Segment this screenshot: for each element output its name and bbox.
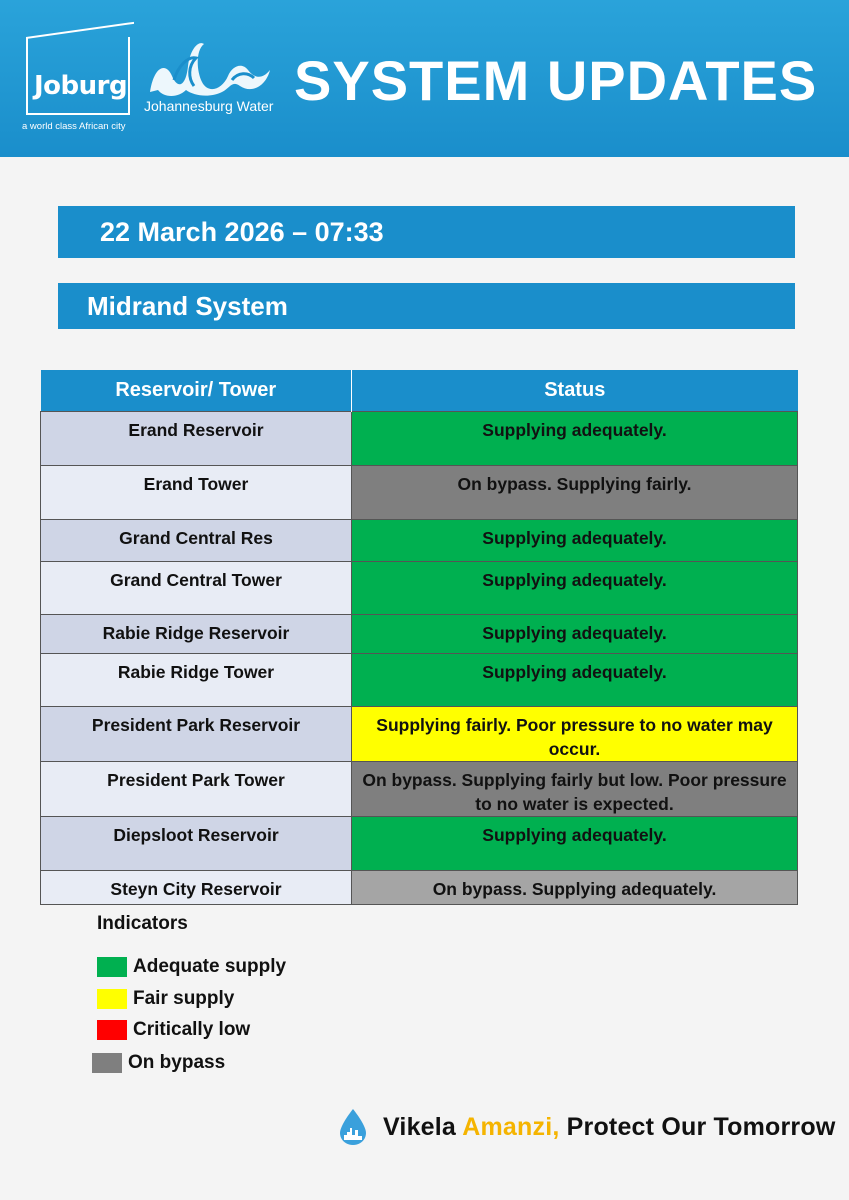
row-name: Grand Central Res <box>41 519 352 561</box>
table-header-row <box>41 370 798 411</box>
row-status: Supplying adequately. <box>352 411 798 465</box>
row-status: Supplying adequately. <box>352 614 798 653</box>
row-status: On bypass. Supplying fairly. <box>352 465 798 519</box>
footer-slogan <box>337 1108 835 1146</box>
joburg-logo <box>22 37 132 132</box>
indicator-swatch-yellow <box>97 989 127 1009</box>
water-waves-icon <box>144 36 276 98</box>
slogan-part2: Protect Our Tomorrow <box>559 1112 836 1141</box>
water-drop-city-icon <box>337 1108 369 1146</box>
joburg-logo-text: Joburg <box>34 71 128 101</box>
row-status: Supplying adequately. <box>352 519 798 561</box>
table-row <box>41 561 798 614</box>
row-name: Rabie Ridge Tower <box>41 653 352 706</box>
table-row <box>41 761 798 816</box>
row-name: President Park Tower <box>41 761 352 816</box>
row-status: On bypass. Supplying fairly but low. Poor pressure to no water is expected. <box>352 761 798 816</box>
row-name: Erand Reservoir <box>41 411 352 465</box>
table-row <box>41 816 798 870</box>
indicator-label: On bypass <box>128 1052 226 1073</box>
row-name: Grand Central Tower <box>41 561 352 614</box>
indicator-swatch-grey <box>92 1053 122 1073</box>
table-row <box>41 614 798 653</box>
indicator-swatch-red <box>97 1020 127 1040</box>
table-row <box>41 411 798 465</box>
indicator-fair <box>97 988 234 1010</box>
date-time-bar: 22 March 2026 – 07:33 <box>58 206 795 258</box>
indicator-label: Fair supply <box>133 988 235 1009</box>
row-name: Steyn City Reservoir <box>41 870 352 904</box>
indicator-bypass <box>92 1052 225 1074</box>
row-name: Rabie Ridge Reservoir <box>41 614 352 653</box>
indicator-critical <box>97 1019 250 1041</box>
indicator-label: Critically low <box>133 1019 251 1040</box>
johannesburg-water-name: Johannesburg Water <box>144 98 274 114</box>
row-status: Supplying adequately. <box>352 653 798 706</box>
indicator-label: Adequate supply <box>133 956 287 977</box>
row-name: Erand Tower <box>41 465 352 519</box>
row-status: Supplying adequately. <box>352 561 798 614</box>
page-title: SYSTEM UPDATES <box>294 49 818 112</box>
indicators-legend <box>97 913 287 1073</box>
row-name: Diepsloot Reservoir <box>41 816 352 870</box>
slogan-text <box>383 1113 835 1142</box>
table-row <box>41 519 798 561</box>
table-row <box>41 653 798 706</box>
system-name-bar: Midrand System <box>58 283 795 329</box>
column-header-status: Status <box>352 370 798 411</box>
row-status: On bypass. Supplying adequately. <box>352 870 798 904</box>
indicators-title: Indicators <box>97 913 188 934</box>
table-row <box>41 706 798 761</box>
slogan-accent: Amanzi, <box>462 1112 560 1141</box>
row-name: President Park Reservoir <box>41 706 352 761</box>
table-row <box>41 870 798 904</box>
row-status: Supplying fairly. Poor pressure to no water may occur. <box>352 706 798 761</box>
row-status: Supplying adequately. <box>352 816 798 870</box>
table-row <box>41 465 798 519</box>
column-header-reservoir: Reservoir/ Tower <box>41 370 352 411</box>
indicator-swatch-green <box>97 957 127 977</box>
header-banner <box>0 0 849 157</box>
indicator-adequate <box>97 956 286 978</box>
status-table <box>40 370 798 905</box>
johannesburg-water-logo <box>144 36 276 116</box>
slogan-part1: Vikela <box>383 1112 463 1141</box>
joburg-tagline: a world class African city <box>22 121 126 132</box>
